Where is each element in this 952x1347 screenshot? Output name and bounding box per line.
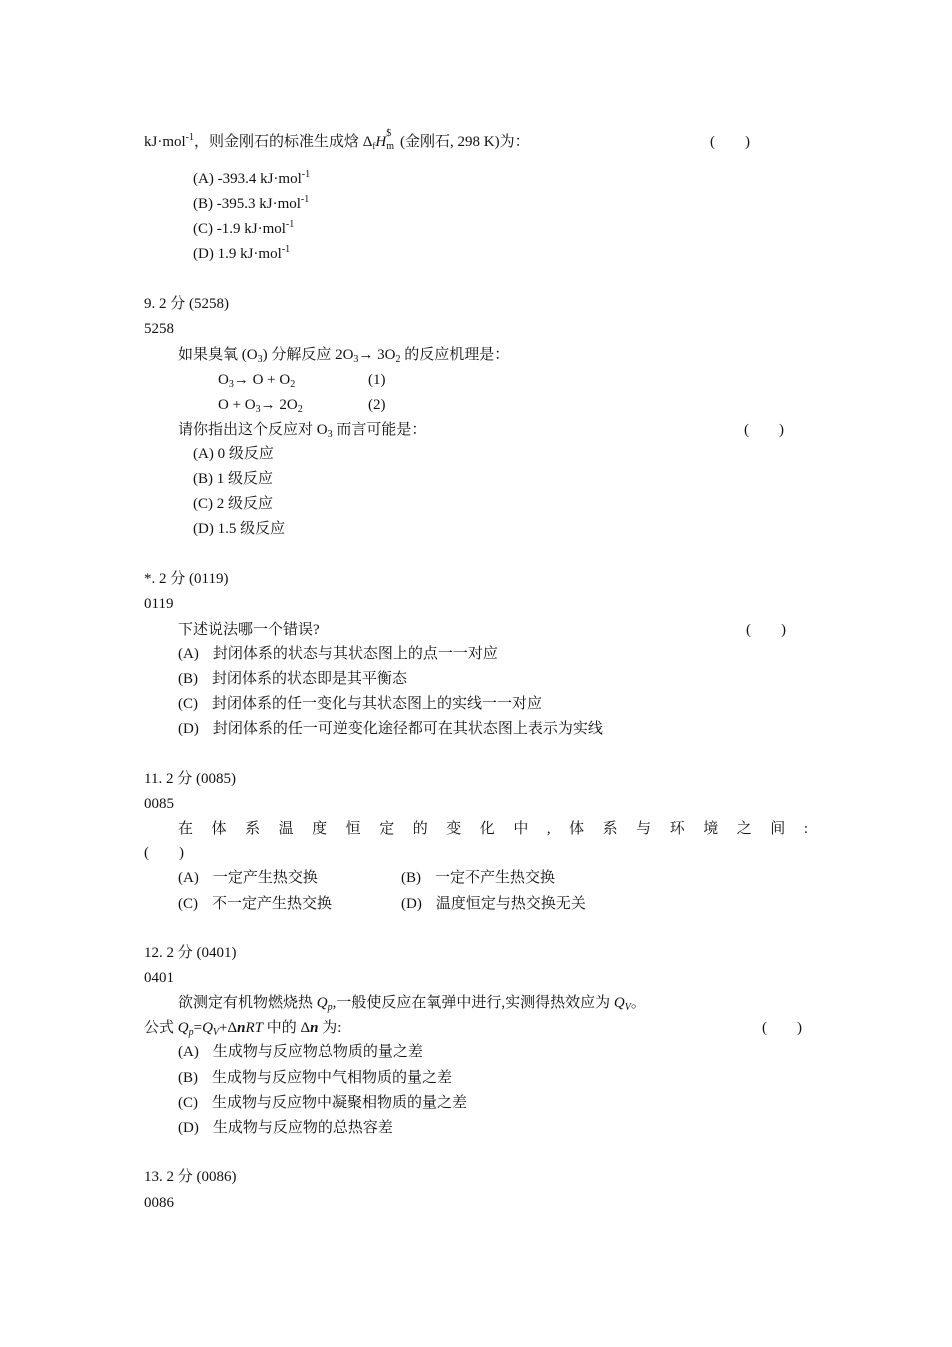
option-text: 封闭体系的状态即是其平衡态 (212, 671, 408, 687)
option-text: (C) -1.9 kJ·mol (193, 221, 286, 237)
q12-option-b (178, 1068, 452, 1088)
stem-char: 温 (278, 821, 294, 837)
option-letter: (C) (178, 896, 198, 912)
q12-text: ,一般使反应在氧弹中进行,实测得热效应为 (332, 995, 614, 1011)
mech-text: → 2O (260, 397, 298, 413)
q12-V-sub: V (624, 1002, 631, 1013)
stem-char: : (803, 821, 808, 837)
q10-option-a (178, 644, 498, 664)
stem-char: 的 (412, 821, 428, 837)
q9-option-a: (A) 0 级反应 (193, 446, 274, 462)
q9-stem-b: ) 分解反应 2O (262, 347, 354, 363)
sub: 2 (290, 379, 296, 390)
q13-header: 13. 2 分 (0086) (144, 1169, 237, 1185)
q9-option-b: (B) 1 级反应 (193, 471, 273, 487)
option-exp: -1 (300, 194, 310, 205)
stem-char: 化 (479, 821, 495, 837)
q11-answer-blank: ( ) (144, 845, 184, 861)
stem-char: 在 (178, 821, 194, 837)
sub: 2 (395, 354, 401, 365)
q12-Q-symbol: Q (202, 1020, 213, 1036)
option-letter: (C) (178, 1095, 198, 1111)
q12-V-sub: V (212, 1027, 220, 1038)
mech-text: O + O (218, 397, 256, 413)
q8-option-a (193, 169, 310, 189)
q8-answer-blank: ( ) (710, 134, 750, 150)
q9-option-c: (C) 2 级反应 (193, 496, 273, 512)
q12-header: 12. 2 分 (0401) (144, 945, 237, 961)
q9-ask-b: 而言可能是： (332, 422, 427, 438)
q10-header: *. 2 分 (0119) (144, 571, 229, 587)
option-text: (D) 1.9 kJ·mol (193, 246, 282, 262)
mech-text: → O + O (233, 372, 291, 388)
q11-option-a (178, 868, 318, 888)
q13-code: 0086 (144, 1195, 174, 1211)
option-letter: (A) (178, 1044, 199, 1060)
q11-stem (178, 819, 808, 839)
option-text: 生成物与反应物中气相物质的量之差 (212, 1070, 453, 1086)
q8-stem-tail: (金刚石, 298 K)为： (396, 134, 530, 150)
q12-Q-symbol: Q (316, 995, 328, 1011)
q12-option-d (178, 1118, 393, 1138)
option-text: 温度恒定与热交换无关 (435, 896, 586, 912)
q9-mechanism-1-number: (1) (368, 372, 386, 388)
option-text: 一定产生热交换 (212, 870, 318, 886)
q12-eq: = (193, 1020, 203, 1036)
option-letter: (D) (178, 1120, 199, 1136)
q12-p-sub: p (327, 1002, 333, 1013)
option-letter: (A) (178, 870, 199, 886)
q8-enthalpy-symbol: H (375, 134, 387, 150)
stem-char: 体 (569, 821, 585, 837)
option-letter: (A) (178, 646, 199, 662)
option-letter: (D) (178, 721, 199, 737)
q11-option-c (178, 894, 332, 914)
q12-RT-symbol: RT (245, 1020, 263, 1036)
stem-char: 系 (602, 821, 618, 837)
q11-header: 11. 2 分 (0085) (144, 771, 236, 787)
stem-char: 度 (312, 821, 328, 837)
q10-option-b (178, 669, 407, 689)
q9-header: 9. 2 分 (5258) (144, 296, 229, 312)
q11-option-b (401, 868, 555, 888)
option-exp: -1 (301, 169, 311, 180)
q10-stem: 下述说法哪一个错误? (178, 622, 320, 638)
q8-m-sub: m (386, 141, 395, 152)
q12-text: 欲测定有机物燃烧热 (178, 995, 317, 1011)
option-exp: -1 (281, 244, 291, 255)
option-letter: (B) (401, 870, 421, 886)
q11-code: 0085 (144, 796, 174, 812)
option-text: (A) -393.4 kJ·mol (193, 171, 302, 187)
q8-option-c (193, 219, 294, 239)
option-letter: (D) (401, 896, 422, 912)
option-text: 封闭体系的任一可逆变化途径都可在其状态图上表示为实线 (212, 721, 603, 737)
q9-stem-d: 的反应机理是： (400, 347, 510, 363)
q9-stem-c: → 3O (358, 347, 396, 363)
q8-std-symbol: $ (386, 128, 392, 139)
stem-char: 境 (703, 821, 719, 837)
q10-answer-blank: ( ) (746, 622, 786, 638)
option-text: 封闭体系的状态与其状态图上的点一一对应 (212, 646, 498, 662)
q12-text: 为: (318, 1020, 342, 1036)
option-letter: (B) (178, 1070, 198, 1086)
q8-f-sub: f (372, 141, 376, 151)
sub: 3 (353, 354, 359, 365)
stem-char: 体 (211, 821, 227, 837)
q12-Q-symbol: Q (613, 995, 625, 1011)
stem-char: 环 (669, 821, 685, 837)
stem-char: 恒 (345, 821, 361, 837)
q12-option-a (178, 1042, 423, 1062)
q12-text: 中的 Δ (263, 1020, 311, 1036)
q8-stem (144, 128, 530, 152)
sub: 3 (257, 354, 263, 365)
stem-char: 之 (736, 821, 752, 837)
q9-code: 5258 (144, 321, 174, 337)
stem-char: 与 (636, 821, 652, 837)
q12-stem-line2 (144, 1018, 341, 1038)
stem-char: 变 (446, 821, 462, 837)
q8-unit-exp: -1 (185, 132, 195, 143)
q10-code: 0119 (144, 596, 174, 612)
q9-mechanism-2-number: (2) (368, 397, 386, 413)
q10-option-d (178, 719, 603, 739)
q8-unit: kJ·mol (144, 134, 186, 150)
q12-Q-symbol: Q (177, 1020, 189, 1036)
option-exp: -1 (285, 219, 295, 230)
q12-text: 公式 (144, 1020, 178, 1036)
option-text: 生成物与反应物总物质的量之差 (212, 1044, 423, 1060)
q8-stem-text: ，则金刚石的标准生成焓 Δ (194, 134, 373, 150)
q9-question (178, 420, 426, 440)
q12-p-sub: p (188, 1027, 194, 1038)
q11-option-d (401, 894, 586, 914)
q9-stem (178, 345, 509, 365)
q12-answer-blank: ( ) (762, 1020, 802, 1036)
q9-ask-a: 请你指出这个反应对 O (178, 422, 328, 438)
q9-stem-a: 如果臭氧 (O (178, 347, 258, 363)
q10-option-c (178, 694, 542, 714)
stem-char: 定 (379, 821, 395, 837)
q12-plus-delta: +Δ (219, 1020, 238, 1036)
stem-char: 间 (770, 821, 786, 837)
q9-mechanism-1 (218, 370, 295, 390)
option-text: 生成物与反应物的总热容差 (212, 1120, 393, 1136)
sub: 3 (228, 379, 234, 390)
option-text: 生成物与反应物中凝聚相物质的量之差 (212, 1095, 468, 1111)
option-letter: (C) (178, 696, 198, 712)
stem-char: 中 (513, 821, 529, 837)
option-text: 一定不产生热交换 (435, 870, 556, 886)
option-text: (B) -395.3 kJ·mol (193, 196, 301, 212)
option-letter: (B) (178, 671, 198, 687)
q9-answer-blank: ( ) (744, 422, 784, 438)
sub: 3 (255, 404, 261, 415)
sub: 3 (327, 429, 333, 440)
q12-n-symbol: n (237, 1020, 246, 1036)
q8-std-mark (386, 128, 396, 152)
q12-option-c (178, 1093, 467, 1113)
stem-char: , (546, 821, 551, 837)
q12-text: 。 (630, 995, 646, 1011)
mech-text: O (218, 372, 229, 388)
q12-n-symbol: n (310, 1020, 319, 1036)
q9-mechanism-2 (218, 395, 303, 415)
q12-code: 0401 (144, 970, 174, 986)
q8-option-b (193, 194, 309, 214)
sub: 2 (297, 404, 303, 415)
q9-option-d: (D) 1.5 级反应 (193, 521, 286, 537)
stem-char: 系 (245, 821, 261, 837)
option-text: 不一定产生热交换 (212, 896, 333, 912)
q12-stem-line1 (178, 993, 646, 1013)
q8-option-d (193, 244, 290, 264)
option-text: 封闭体系的任一变化与其状态图上的实线一一对应 (212, 696, 543, 712)
